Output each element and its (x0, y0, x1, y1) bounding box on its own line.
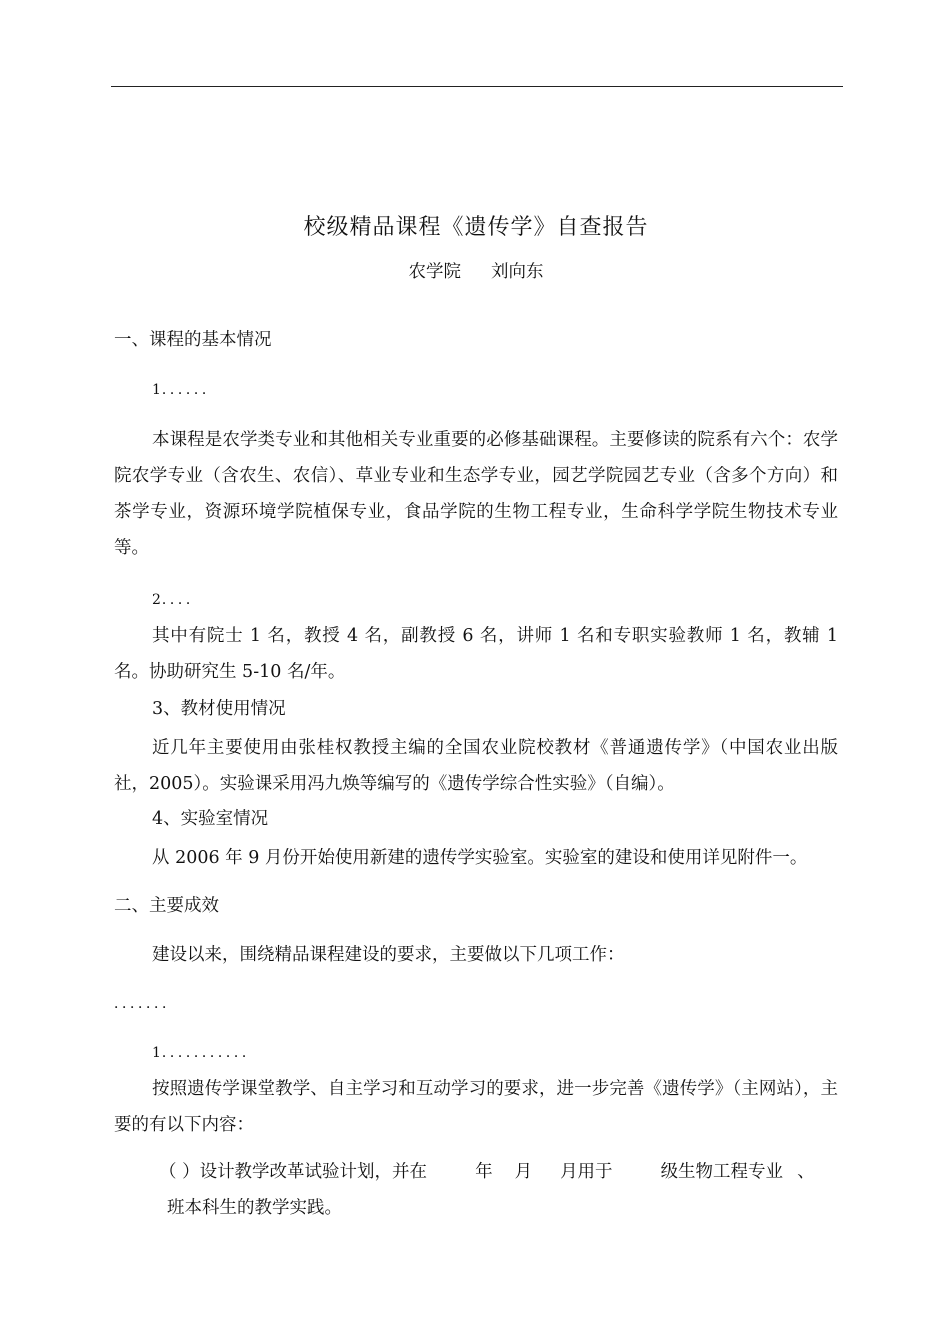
section-2-subheading: ．．．．．．． (114, 996, 177, 1012)
section-2-heading: 二、主要成效 (114, 896, 219, 916)
section-1-3-paragraph: 近几年主要使用由张桂权教授主编的全国农业院校教材《普通遗传学》（中国农业出版社，2005）。实验课采用冯九焕等编写的《遗传学综合性实验》（自编）。 (114, 738, 838, 794)
author-department: 农学院 (408, 262, 461, 282)
section-2-1-heading: 1．．．．．．．．．．． (152, 1045, 257, 1061)
section-1-4-heading: 4、实验室情况 (152, 809, 269, 829)
list-item-text-a: （ ）设计教学改革试验计划，并在 (159, 1162, 428, 1182)
section-1-2-paragraph: 其中有院士 1 名，教授 4 名，副教授 6 名，讲师 1 名和专职实验教师 1 名，教辅 1 名。协助研究生 5-10 名/年。 (114, 626, 838, 682)
section-1-3-heading: 3、教材使用情况 (152, 699, 286, 719)
document-title: 校级精品课程《遗传学》自查报告 (303, 215, 649, 240)
section-1-1-heading: 1．．．．．． (152, 382, 217, 398)
section-2-1-paragraph: 按照遗传学课堂教学、自主学习和互动学习的要求，进一步完善《遗传学》（主网站），主要的有以下内容： (114, 1079, 838, 1135)
section-1-heading: 一、课程的基本情况 (114, 330, 272, 350)
section-2-paragraph: 建设以来，围绕精品课程建设的要求，主要做以下几项工作： (152, 945, 625, 965)
list-item-text-c: 月 (514, 1162, 533, 1182)
author-line (114, 260, 838, 284)
author-name: 刘向东 (491, 262, 544, 282)
list-item-text-d: 月用于 (560, 1162, 613, 1182)
section-1-4-paragraph: 从 2006 年 9 月份开始使用新建的遗传学实验室。实验室的建设和使用详见附件一。 (152, 848, 808, 868)
list-item-text-b: 年 (475, 1162, 493, 1182)
list-item-line-1 (159, 1160, 815, 1184)
header-rule (111, 86, 843, 87)
section-1-2-heading: 2．．．． (152, 592, 201, 608)
list-item-line-2: 班本科生的教学实践。 (167, 1198, 342, 1218)
list-item-text-e: 级生物工程专业 (660, 1162, 784, 1182)
section-1-1-paragraph: 本课程是农学类专业和其他相关专业重要的必修基础课程。主要修读的院系有六个：农学院农学专业（含农生、农信）、草业专业和生态学专业，园艺学院园艺专业（含多个方向）和茶学专业，资源环境学院植保专业，食品学院的生物工程专业，生命科学学院生物技术专业等。 (114, 430, 838, 558)
list-item-text-f: 、 (797, 1162, 815, 1182)
